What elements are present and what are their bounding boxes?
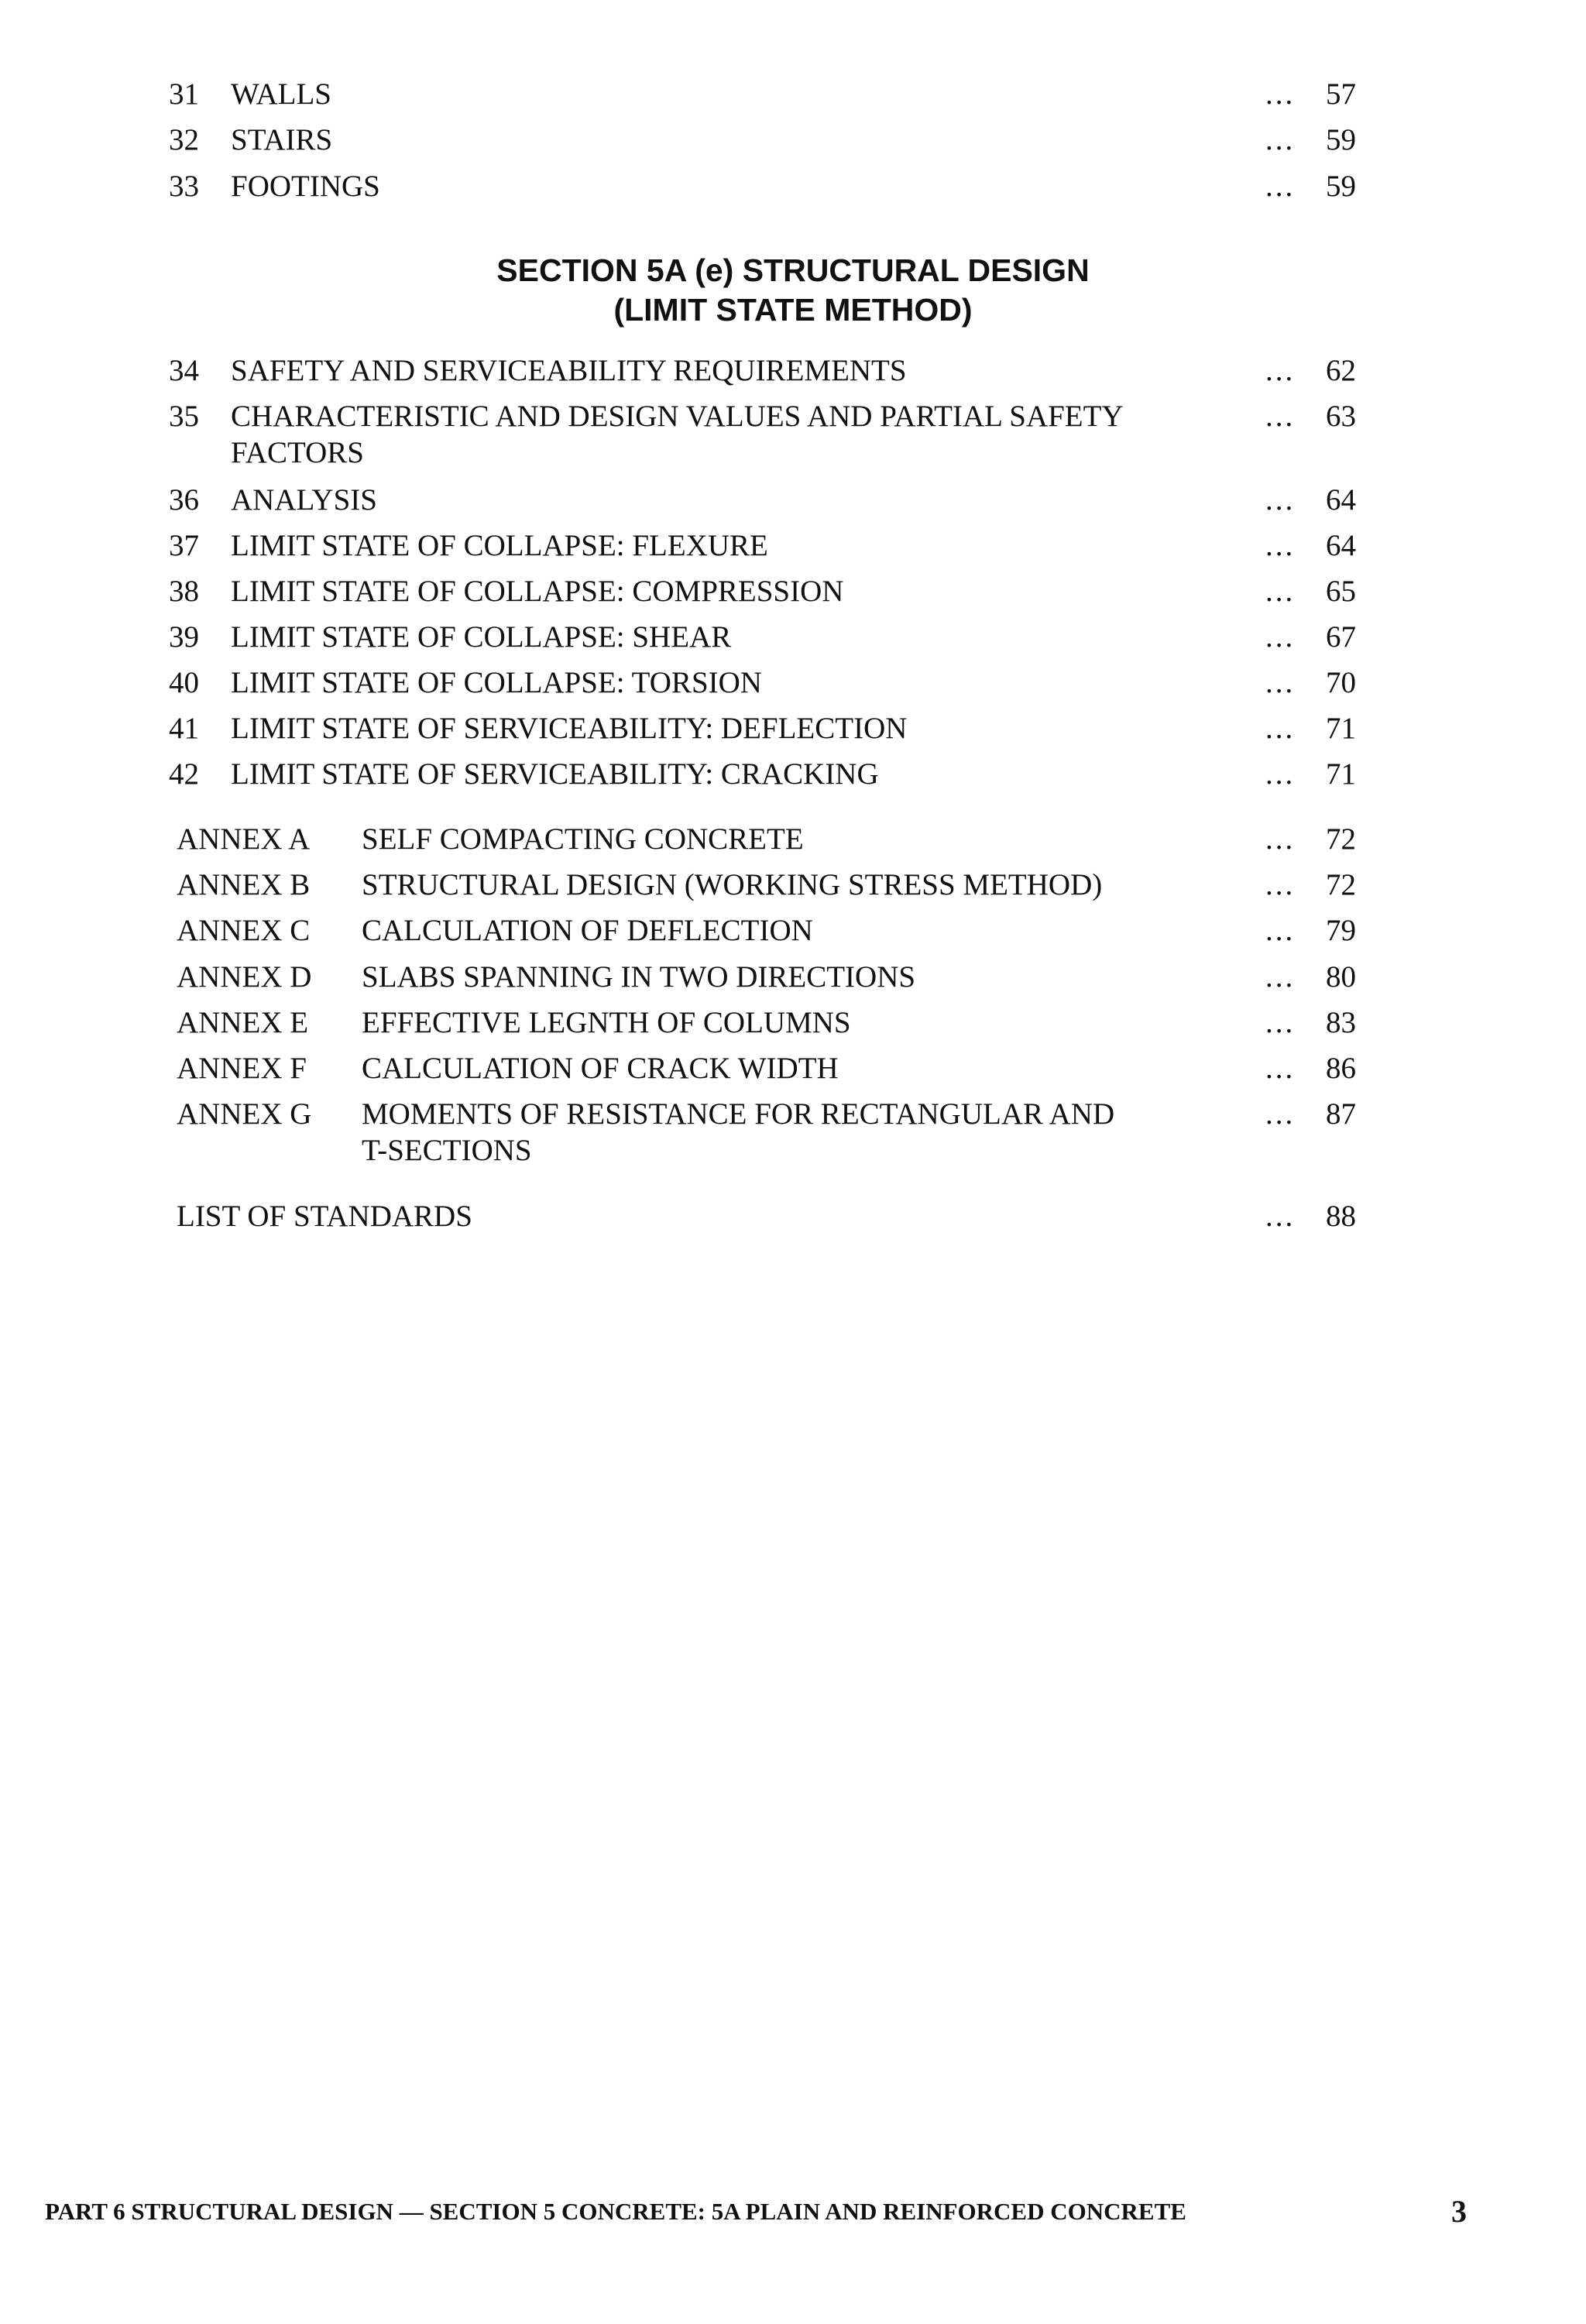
- entry-title: SAFETY AND SERVICEABILITY REQUIREMENTS: [231, 354, 907, 387]
- footer-running-title: PART 6 STRUCTURAL DESIGN — SECTION 5 CONCRETE: 5A PLAIN AND REINFORCED CONCRETE: [45, 2198, 1186, 2225]
- entry-title: LIMIT STATE OF COLLAPSE: COMPRESSION: [231, 575, 844, 608]
- annex-title: MOMENTS OF RESISTANCE FOR RECTANGULAR AND: [362, 1097, 1115, 1131]
- toc-entry-36: [0, 482, 1586, 528]
- annex-label: ANNEX D: [177, 960, 312, 994]
- entry-number: 39: [169, 620, 199, 654]
- leader-dots: ...: [1265, 529, 1296, 562]
- entry-page: 71: [1326, 757, 1356, 791]
- toc-entry-40: [0, 664, 1586, 711]
- toc-annex-c: [0, 912, 1586, 959]
- leader-dots: ...: [1265, 620, 1296, 654]
- toc-entry-39: [0, 619, 1586, 665]
- toc-entry-33: [0, 168, 1586, 215]
- entry-number: 38: [169, 575, 199, 608]
- entry-title: ANALYSIS: [231, 483, 377, 517]
- leader-dots: ...: [1265, 960, 1296, 994]
- entry-page: 80: [1326, 960, 1356, 994]
- toc-annex-f: [0, 1050, 1586, 1097]
- entry-page: 83: [1326, 1006, 1356, 1039]
- entry-page: 63: [1326, 400, 1356, 433]
- annex-title: SLABS SPANNING IN TWO DIRECTIONS: [362, 960, 916, 994]
- entry-title: FOOTINGS: [231, 170, 380, 203]
- entry-title: CHARACTERISTIC AND DESIGN VALUES AND PARTIAL SAFETY: [231, 400, 1124, 433]
- entry-page: 57: [1326, 77, 1356, 111]
- leader-dots: ...: [1265, 868, 1296, 901]
- entry-number: 40: [169, 666, 199, 699]
- leader-dots: ...: [1265, 77, 1296, 111]
- entry-number: 37: [169, 529, 199, 562]
- annex-label: ANNEX E: [177, 1006, 309, 1039]
- toc-annex-d: [0, 959, 1586, 1005]
- footer-page-number: 3: [1451, 2194, 1467, 2229]
- entry-number: 42: [169, 757, 199, 791]
- leader-dots: ...: [1265, 1052, 1296, 1085]
- entry-page: 64: [1326, 529, 1356, 562]
- entry-page: 72: [1326, 822, 1356, 856]
- page-footer: [0, 2196, 1586, 2243]
- entry-number: 31: [169, 77, 199, 111]
- leader-dots: ...: [1265, 712, 1296, 745]
- entry-title: LIMIT STATE OF COLLAPSE: SHEAR: [231, 620, 732, 654]
- toc-entry-38: [0, 573, 1586, 620]
- entry-title-continued: FACTORS: [231, 436, 364, 469]
- entry-page: 72: [1326, 868, 1356, 901]
- leader-dots: ...: [1265, 822, 1296, 856]
- entry-page: 67: [1326, 620, 1356, 654]
- leader-dots: ...: [1265, 354, 1296, 387]
- leader-dots: ...: [1265, 1200, 1296, 1233]
- annex-label: ANNEX B: [177, 868, 311, 901]
- annex-title: CALCULATION OF DEFLECTION: [362, 914, 813, 947]
- annex-title: EFFECTIVE LEGNTH OF COLUMNS: [362, 1006, 851, 1039]
- toc-entry-37: [0, 527, 1586, 574]
- leader-dots: ...: [1265, 1006, 1296, 1039]
- list-of-standards-title: LIST OF STANDARDS: [177, 1200, 472, 1233]
- leader-dots: ...: [1265, 575, 1296, 608]
- toc-entry-41: [0, 710, 1586, 757]
- entry-title: LIMIT STATE OF SERVICEABILITY: CRACKING: [231, 757, 879, 791]
- leader-dots: ...: [1265, 1097, 1296, 1131]
- entry-page: 87: [1326, 1097, 1356, 1131]
- toc-annex-b: [0, 867, 1586, 913]
- entry-page: 86: [1326, 1052, 1356, 1085]
- entry-title: LIMIT STATE OF COLLAPSE: FLEXURE: [231, 529, 768, 562]
- annex-title: STRUCTURAL DESIGN (WORKING STRESS METHOD): [362, 868, 1103, 901]
- entry-number: 36: [169, 483, 199, 517]
- annex-label: ANNEX C: [177, 914, 311, 947]
- toc-annex-g: [0, 1096, 1586, 1181]
- annex-title-continued: T-SECTIONS: [362, 1134, 532, 1167]
- annex-title: SELF COMPACTING CONCRETE: [362, 822, 804, 856]
- entry-number: 34: [169, 354, 199, 387]
- entry-page: 70: [1326, 666, 1356, 699]
- leader-dots: ...: [1265, 400, 1296, 433]
- entry-number: 33: [169, 170, 199, 203]
- entry-page: 59: [1326, 170, 1356, 203]
- entry-page: 65: [1326, 575, 1356, 608]
- entry-page: 64: [1326, 483, 1356, 517]
- entry-title: LIMIT STATE OF SERVICEABILITY: DEFLECTION: [231, 712, 908, 745]
- entry-title: WALLS: [231, 77, 331, 111]
- section-heading-line1: SECTION 5A (e) STRUCTURAL DESIGN: [496, 252, 1090, 288]
- entry-page: 71: [1326, 712, 1356, 745]
- section-heading-line2: (LIMIT STATE METHOD): [613, 292, 973, 328]
- leader-dots: ...: [1265, 483, 1296, 517]
- leader-dots: ...: [1265, 757, 1296, 791]
- toc-entry-31: [0, 76, 1586, 122]
- toc-entry-42: [0, 756, 1586, 802]
- entry-page: 79: [1326, 914, 1356, 947]
- leader-dots: ...: [1265, 666, 1296, 699]
- leader-dots: ...: [1265, 123, 1296, 156]
- entry-number: 41: [169, 712, 199, 745]
- toc-entry-34: [0, 352, 1586, 399]
- annex-label: ANNEX G: [177, 1097, 312, 1131]
- entry-page: 88: [1326, 1200, 1356, 1233]
- entry-number: 32: [169, 123, 199, 156]
- leader-dots: ...: [1265, 170, 1296, 203]
- toc-entry-32: [0, 122, 1586, 168]
- entry-title: STAIRS: [231, 123, 333, 156]
- entry-title: LIMIT STATE OF COLLAPSE: TORSION: [231, 666, 762, 699]
- toc-entry-35: [0, 398, 1586, 483]
- annex-label: ANNEX F: [177, 1052, 307, 1085]
- leader-dots: ...: [1265, 914, 1296, 947]
- annex-title: CALCULATION OF CRACK WIDTH: [362, 1052, 839, 1085]
- toc-annex-e: [0, 1004, 1586, 1051]
- entry-page: 59: [1326, 123, 1356, 156]
- entry-number: 35: [169, 400, 199, 433]
- entry-page: 62: [1326, 354, 1356, 387]
- annex-label: ANNEX A: [177, 822, 311, 856]
- toc-annex-a: [0, 821, 1586, 867]
- toc-list-of-standards: [0, 1198, 1586, 1244]
